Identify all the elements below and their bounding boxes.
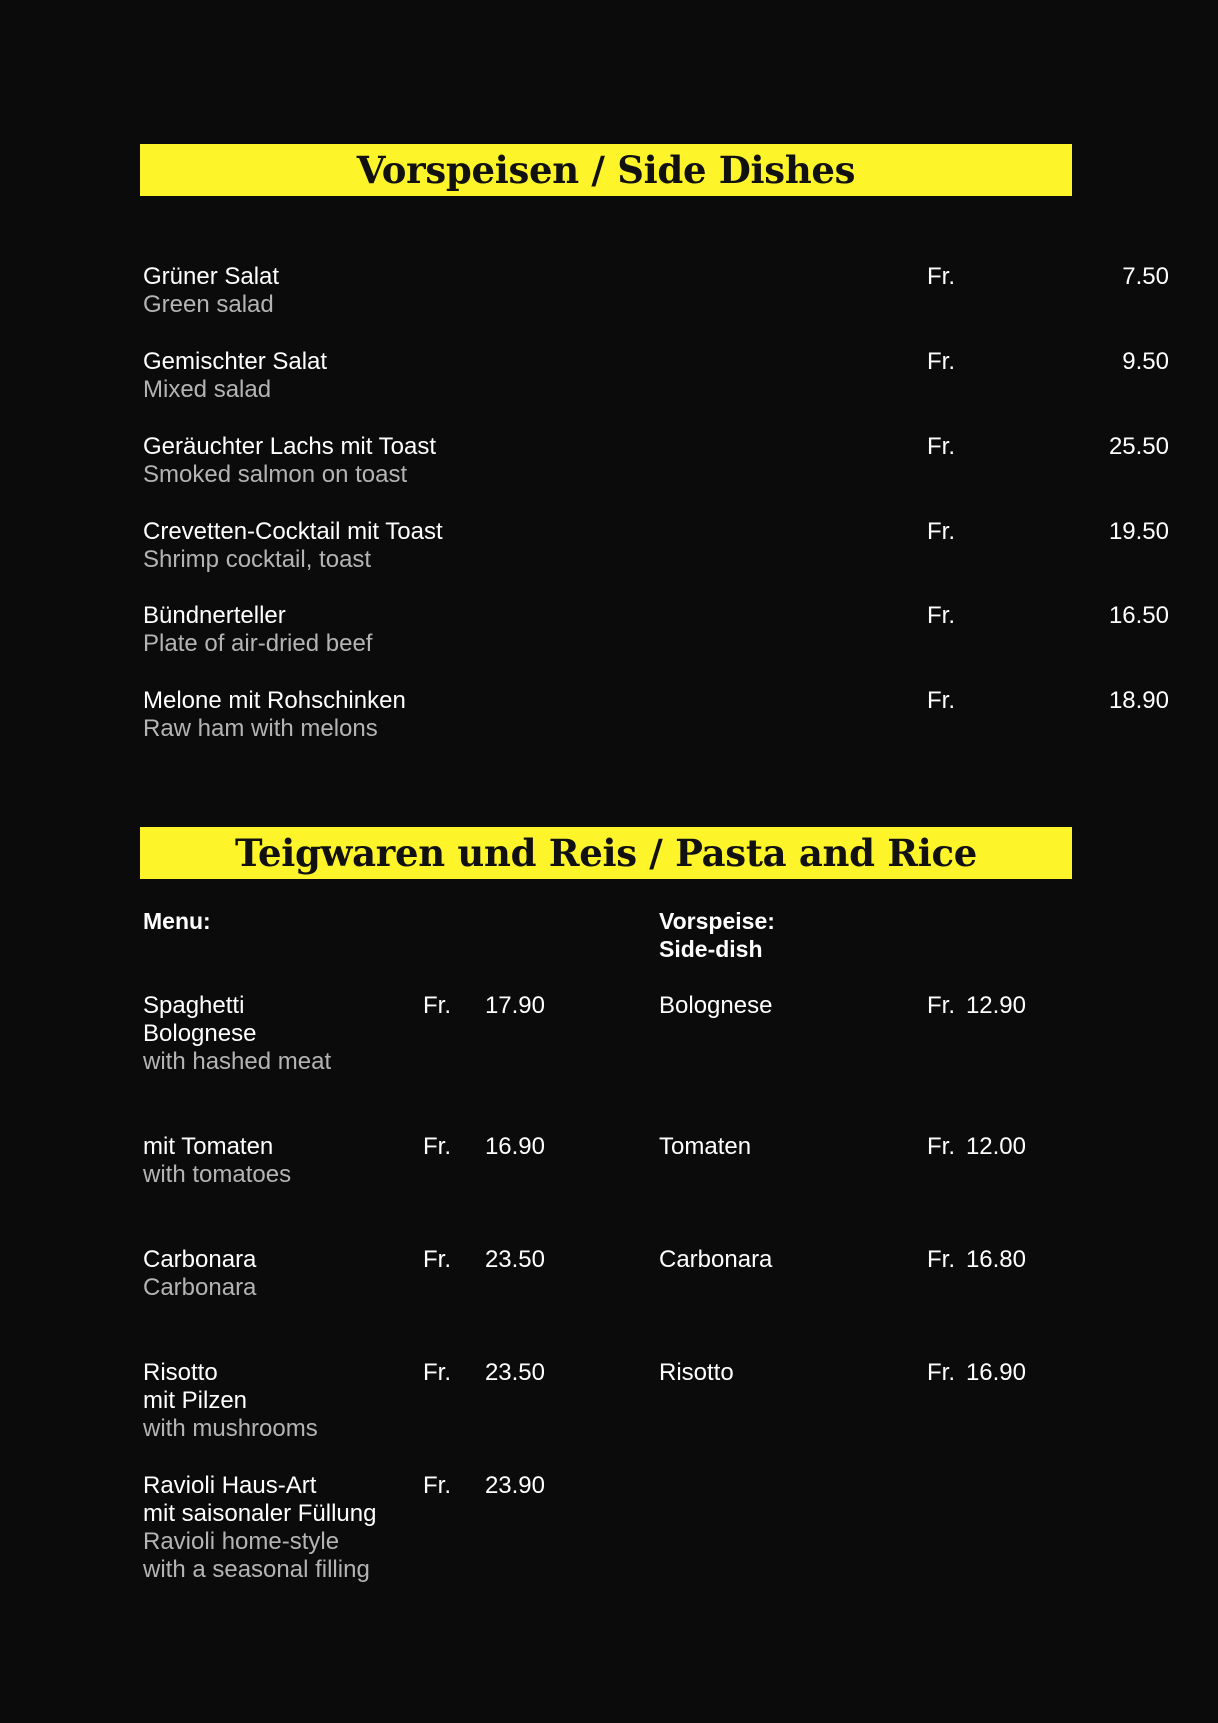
section-banner-side-dishes: Vorspeisen / Side Dishes — [140, 144, 1072, 196]
amount: 17.90 — [484, 992, 545, 1019]
currency: Fr. — [423, 1133, 451, 1160]
amount: 16.90 — [965, 1359, 1026, 1386]
amount: 9.50 — [1122, 348, 1169, 375]
currency: Fr. — [423, 1359, 451, 1386]
menu-item — [143, 263, 1169, 319]
pasta-menu-item — [143, 992, 443, 1076]
menu-item — [143, 433, 1169, 489]
amount: 19.50 — [1108, 518, 1169, 545]
currency: Fr. — [927, 1246, 955, 1273]
menu-item — [143, 602, 1169, 658]
amount: 16.90 — [484, 1133, 545, 1160]
amount: 12.00 — [965, 1133, 1026, 1160]
item-name-de: Carbonara — [143, 1246, 257, 1273]
item-name-de: Geräuchter Lachs mit Toast — [143, 433, 437, 460]
item-name-en: Ravioli home-style — [143, 1528, 340, 1555]
amount: 16.80 — [965, 1246, 1026, 1273]
item-name-en: Shrimp cocktail, toast — [143, 546, 372, 573]
item-name-de: Risotto — [143, 1359, 218, 1386]
item-name-en: Plate of air-dried beef — [143, 630, 373, 657]
item-name-en: Raw ham with melons — [143, 715, 378, 742]
side-dish-name: Carbonara — [659, 1246, 773, 1273]
item-name-de: mit Tomaten — [143, 1133, 274, 1160]
item-name-en: Mixed salad — [143, 376, 272, 403]
amount: 23.90 — [484, 1472, 545, 1499]
side-dish-label-en: Side-dish — [659, 936, 763, 962]
pasta-menu-item — [143, 1133, 443, 1189]
item-name-de-line2: mit Pilzen — [143, 1387, 248, 1414]
menu-item — [143, 687, 1169, 743]
currency: Fr. — [927, 602, 955, 629]
item-name-en: Carbonara — [143, 1274, 257, 1301]
currency: Fr. — [927, 263, 955, 290]
currency: Fr. — [423, 1246, 451, 1273]
item-name-en-line2: with a seasonal filling — [143, 1556, 370, 1583]
side-dish-label-de: Vorspeise: — [659, 908, 775, 934]
currency: Fr. — [927, 1359, 955, 1386]
pasta-menu-item — [143, 1359, 443, 1443]
item-name-en: with tomatoes — [143, 1161, 292, 1188]
item-name-de: Bündnerteller — [143, 602, 286, 629]
item-name-de: Melone mit Rohschinken — [143, 687, 406, 714]
amount: 23.50 — [484, 1246, 545, 1273]
amount: 16.50 — [1108, 602, 1169, 629]
item-name-en: with hashed meat — [143, 1048, 332, 1075]
item-name-de: Gemischter Salat — [143, 348, 328, 375]
currency: Fr. — [927, 433, 955, 460]
side-dish-column-heading — [659, 907, 775, 963]
amount: 12.90 — [965, 992, 1026, 1019]
side-dish-name: Bolognese — [659, 992, 773, 1019]
currency: Fr. — [927, 992, 955, 1019]
item-name-de: Grüner Salat — [143, 263, 280, 290]
amount: 25.50 — [1108, 433, 1169, 460]
amount: 18.90 — [1108, 687, 1169, 714]
currency: Fr. — [423, 992, 451, 1019]
currency: Fr. — [423, 1472, 451, 1499]
item-name-de: Crevetten-Cocktail mit Toast — [143, 518, 443, 545]
item-name-de-line2: Bolognese — [143, 1020, 257, 1047]
item-name-en: Green salad — [143, 291, 274, 318]
amount: 23.50 — [484, 1359, 545, 1386]
menu-item — [143, 348, 1169, 404]
item-name-en: with mushrooms — [143, 1415, 318, 1442]
pasta-menu-item — [143, 1246, 443, 1302]
currency: Fr. — [927, 518, 955, 545]
side-dish-name: Risotto — [659, 1359, 734, 1386]
currency: Fr. — [927, 1133, 955, 1160]
item-name-de: Spaghetti — [143, 992, 245, 1019]
section-banner-pasta-rice: Teigwaren und Reis / Pasta and Rice — [140, 827, 1072, 879]
currency: Fr. — [927, 348, 955, 375]
currency: Fr. — [927, 687, 955, 714]
amount: 7.50 — [1122, 263, 1169, 290]
menu-item — [143, 518, 1169, 574]
item-name-en: Smoked salmon on toast — [143, 461, 408, 488]
item-name-de-line2: mit saisonaler Füllung — [143, 1500, 377, 1527]
item-name-de: Ravioli Haus-Art — [143, 1472, 317, 1499]
side-dish-name: Tomaten — [659, 1133, 752, 1160]
menu-column-heading: Menu: — [143, 908, 211, 934]
